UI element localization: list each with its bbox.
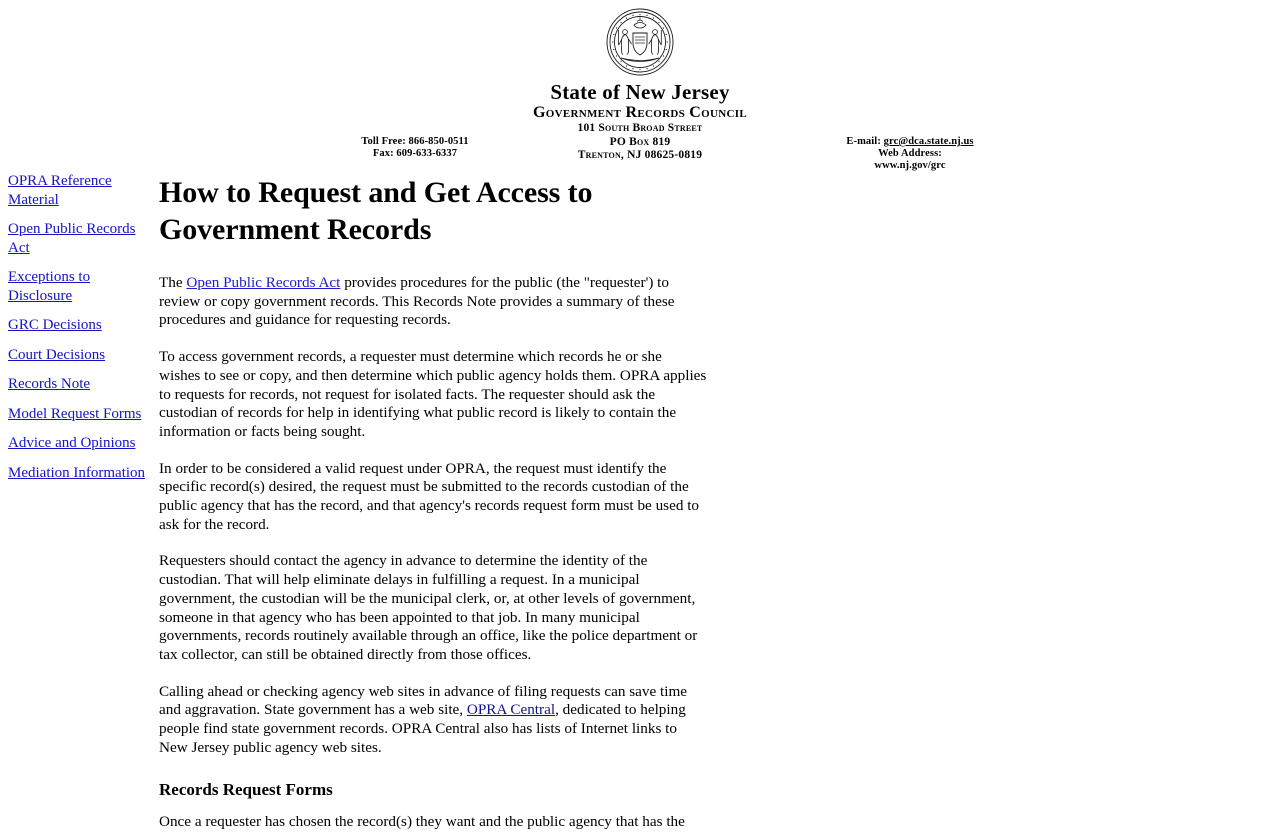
great-seal-of-new-jersey-icon [604,6,676,80]
open-public-records-act-link[interactable]: Open Public Records Act [186,274,341,291]
web-address-label: Web Address: [878,148,942,159]
phone-contact-block [300,136,530,160]
paragraph-determine-records: To access government records, a requester must determine which records he or she wishes to see or copy, and then determine which public agency holds them. OPRA applies to requests for records, not request for isolated facts. The requester should ask the custodian of records for help in identifying what public record is likely to contain the information or facts being sought. [159,348,707,440]
paragraph-calling-ahead-pre: Calling ahead or checking agency web sites in advance of filing requests can save time and aggravation. State government has a web site, [159,682,687,719]
paragraph-records-request-forms-partial: Once a requester has chosen the record(s) they want and the public agency that has the [159,813,685,831]
web-address-value: www.nj.gov/grc [874,160,946,171]
sidebar-item-grc-decisions[interactable]: GRC Decisions [8,317,102,333]
paragraph-intro [159,274,707,330]
sidebar-navigation [8,172,153,493]
sidebar-item-opra-reference-material[interactable]: OPRA Reference Material [8,173,112,208]
page-title: How to Request and Get Access to Government Records [159,176,593,246]
sidebar-item-court-decisions[interactable]: Court Decisions [8,346,106,363]
sidebar-item-model-request-forms[interactable]: Model Request Forms [8,405,142,422]
sidebar-item-records-note[interactable]: Records Note [8,376,91,392]
main-content [159,174,707,832]
state-name: State of New Jersey [550,80,730,104]
paragraph-intro-post: provides procedures for the public (the "requester') to review or copy government records. This Records Note provides a summary of these procedures and guidance for requesting records. [159,274,675,329]
paragraph-intro-pre: The [159,274,187,291]
masthead [0,0,1280,171]
sidebar-item-open-public-records-act[interactable]: Open Public Records Act [8,221,136,256]
sidebar-item-mediation-information[interactable]: Mediation Information [8,464,146,481]
council-name: Government Records Council [533,104,747,121]
paragraph-calling-ahead [159,683,707,758]
paragraph-calling-ahead-post: , dedicated to helping people find state government records. OPRA Central also has lists of Internet links to New Jersey public agency web sites. [159,701,686,756]
email-row [800,136,1020,148]
address-line-city: Trenton, NJ 08625-0819 [577,149,703,161]
section-heading-records-request-forms: Records Request Forms [159,780,333,800]
opra-central-link[interactable]: OPRA Central [466,701,556,719]
sidebar-item-exceptions-to-disclosure[interactable]: Exceptions to Disclosure [8,269,91,304]
email-label: E-mail: [846,136,881,147]
fax-number: Fax: 609-633-6337 [372,148,458,159]
sidebar-item-advice-and-opinions[interactable]: Advice and Opinions [8,435,136,451]
email-link[interactable]: grc@dca.state.nj.us [883,136,974,147]
address-line-pobox: PO Box 819 [609,135,671,148]
paragraph-valid-request: In order to be considered a valid request under OPRA, the request must identify the specific record(s) desired, the request must be submitted to the records custodian of the public agency that has the record, and that agency's records request form must be used to ask for the record. [159,459,700,533]
address-line-street: 101 South Broad Street [577,122,703,134]
paragraph-contact-agency: Requesters should contact the agency in advance to determine the identity of the custodian. That will help eliminate delays in fulfilling a request. In a municipal government, the custodian will be the municipal clerk, or, at other levels of government, someone in that agency who has been appointed to that job. In many municipal governments, records routinely available through an office, like the police department or tax collector, can still be obtained directly from those offices. [159,552,698,663]
toll-free-number: Toll Free: 866-850-0511 [361,136,469,147]
online-contact-block [800,136,1020,172]
